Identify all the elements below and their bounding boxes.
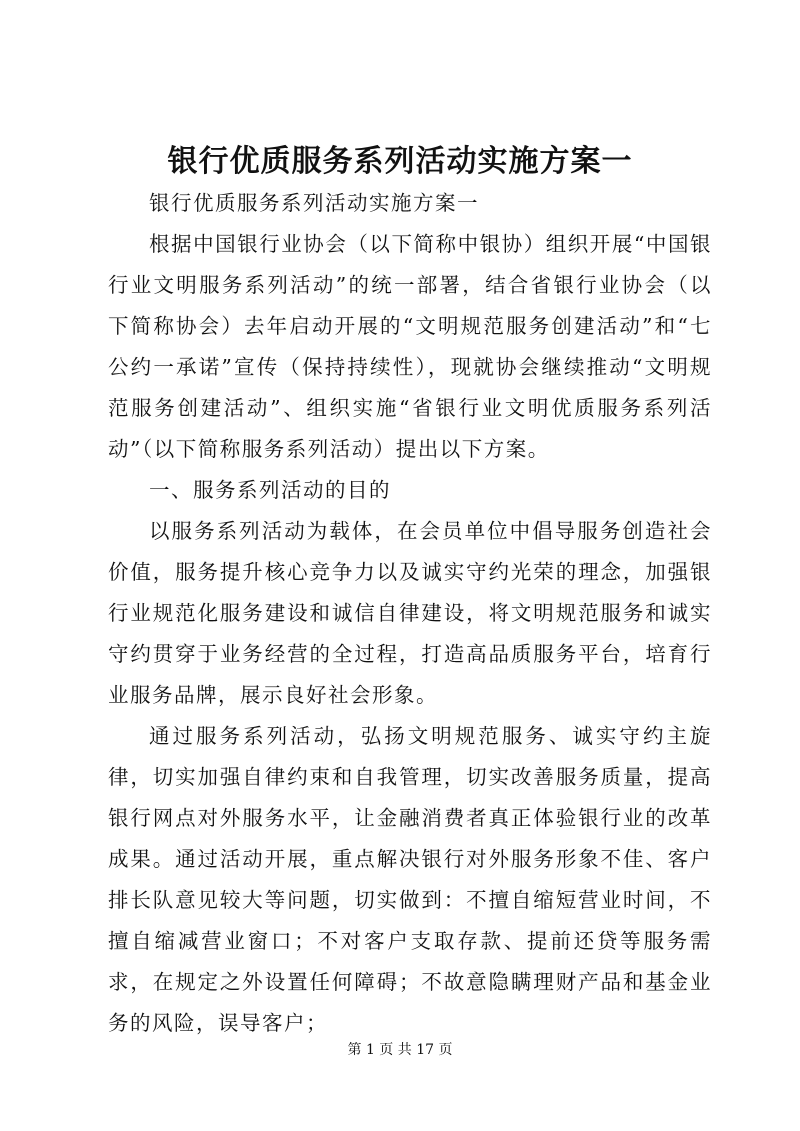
paragraph-subtitle: 银行优质服务系列活动实施方案一: [149, 191, 479, 215]
paragraph-purpose: 以服务系列活动为载体，在会员单位中倡导服务创造社会价值，服务提升核心竞争力以及诚实守约光荣的理念，加强银行业规范化服务建设和诚信自律建设，将文明规范服务和诚实守约贯穿于业务经营的全过程，打造高品质服务平台，培育行业服务品牌，展示良好社会形象。: [108, 519, 712, 707]
document-body: [108, 183, 712, 1044]
paragraph-intro: 根据中国银行业协会（以下简称中银协）组织开展“中国银行业文明服务系列活动”的统一部署，结合省银行业协会（以下简称协会）去年启动开展的“文明规范服务创建活动”和“七公约一承诺”宣传（保持持续性），现就协会继续推动“文明规范服务创建活动”、组织实施“省银行业文明优质服务系列活动”（以下简称服务系列活动）提出以下方案。: [108, 232, 712, 461]
section-heading-purpose: 一、服务系列活动的目的: [149, 478, 391, 502]
page-footer: 第 1 页 共 17 页: [347, 1042, 453, 1058]
document-title: 银行优质服务系列活动实施方案一: [167, 144, 633, 179]
paragraph-goals: 通过服务系列活动，弘扬文明规范服务、诚实守约主旋律，切实加强自律约束和自我管理，切实改善服务质量，提高银行网点对外服务水平，让金融消费者真正体验银行业的改革成果。通过活动开展，重点解决银行对外服务形象不佳、客户排长队意见较大等问题，切实做到：不擅自缩短营业时间，不擅自缩减营业窗口；不对客户支取存款、提前还贷等服务需求，在规定之外设置任何障碍；不故意隐瞒理财产品和基金业务的风险，误导客户；: [108, 724, 712, 1035]
